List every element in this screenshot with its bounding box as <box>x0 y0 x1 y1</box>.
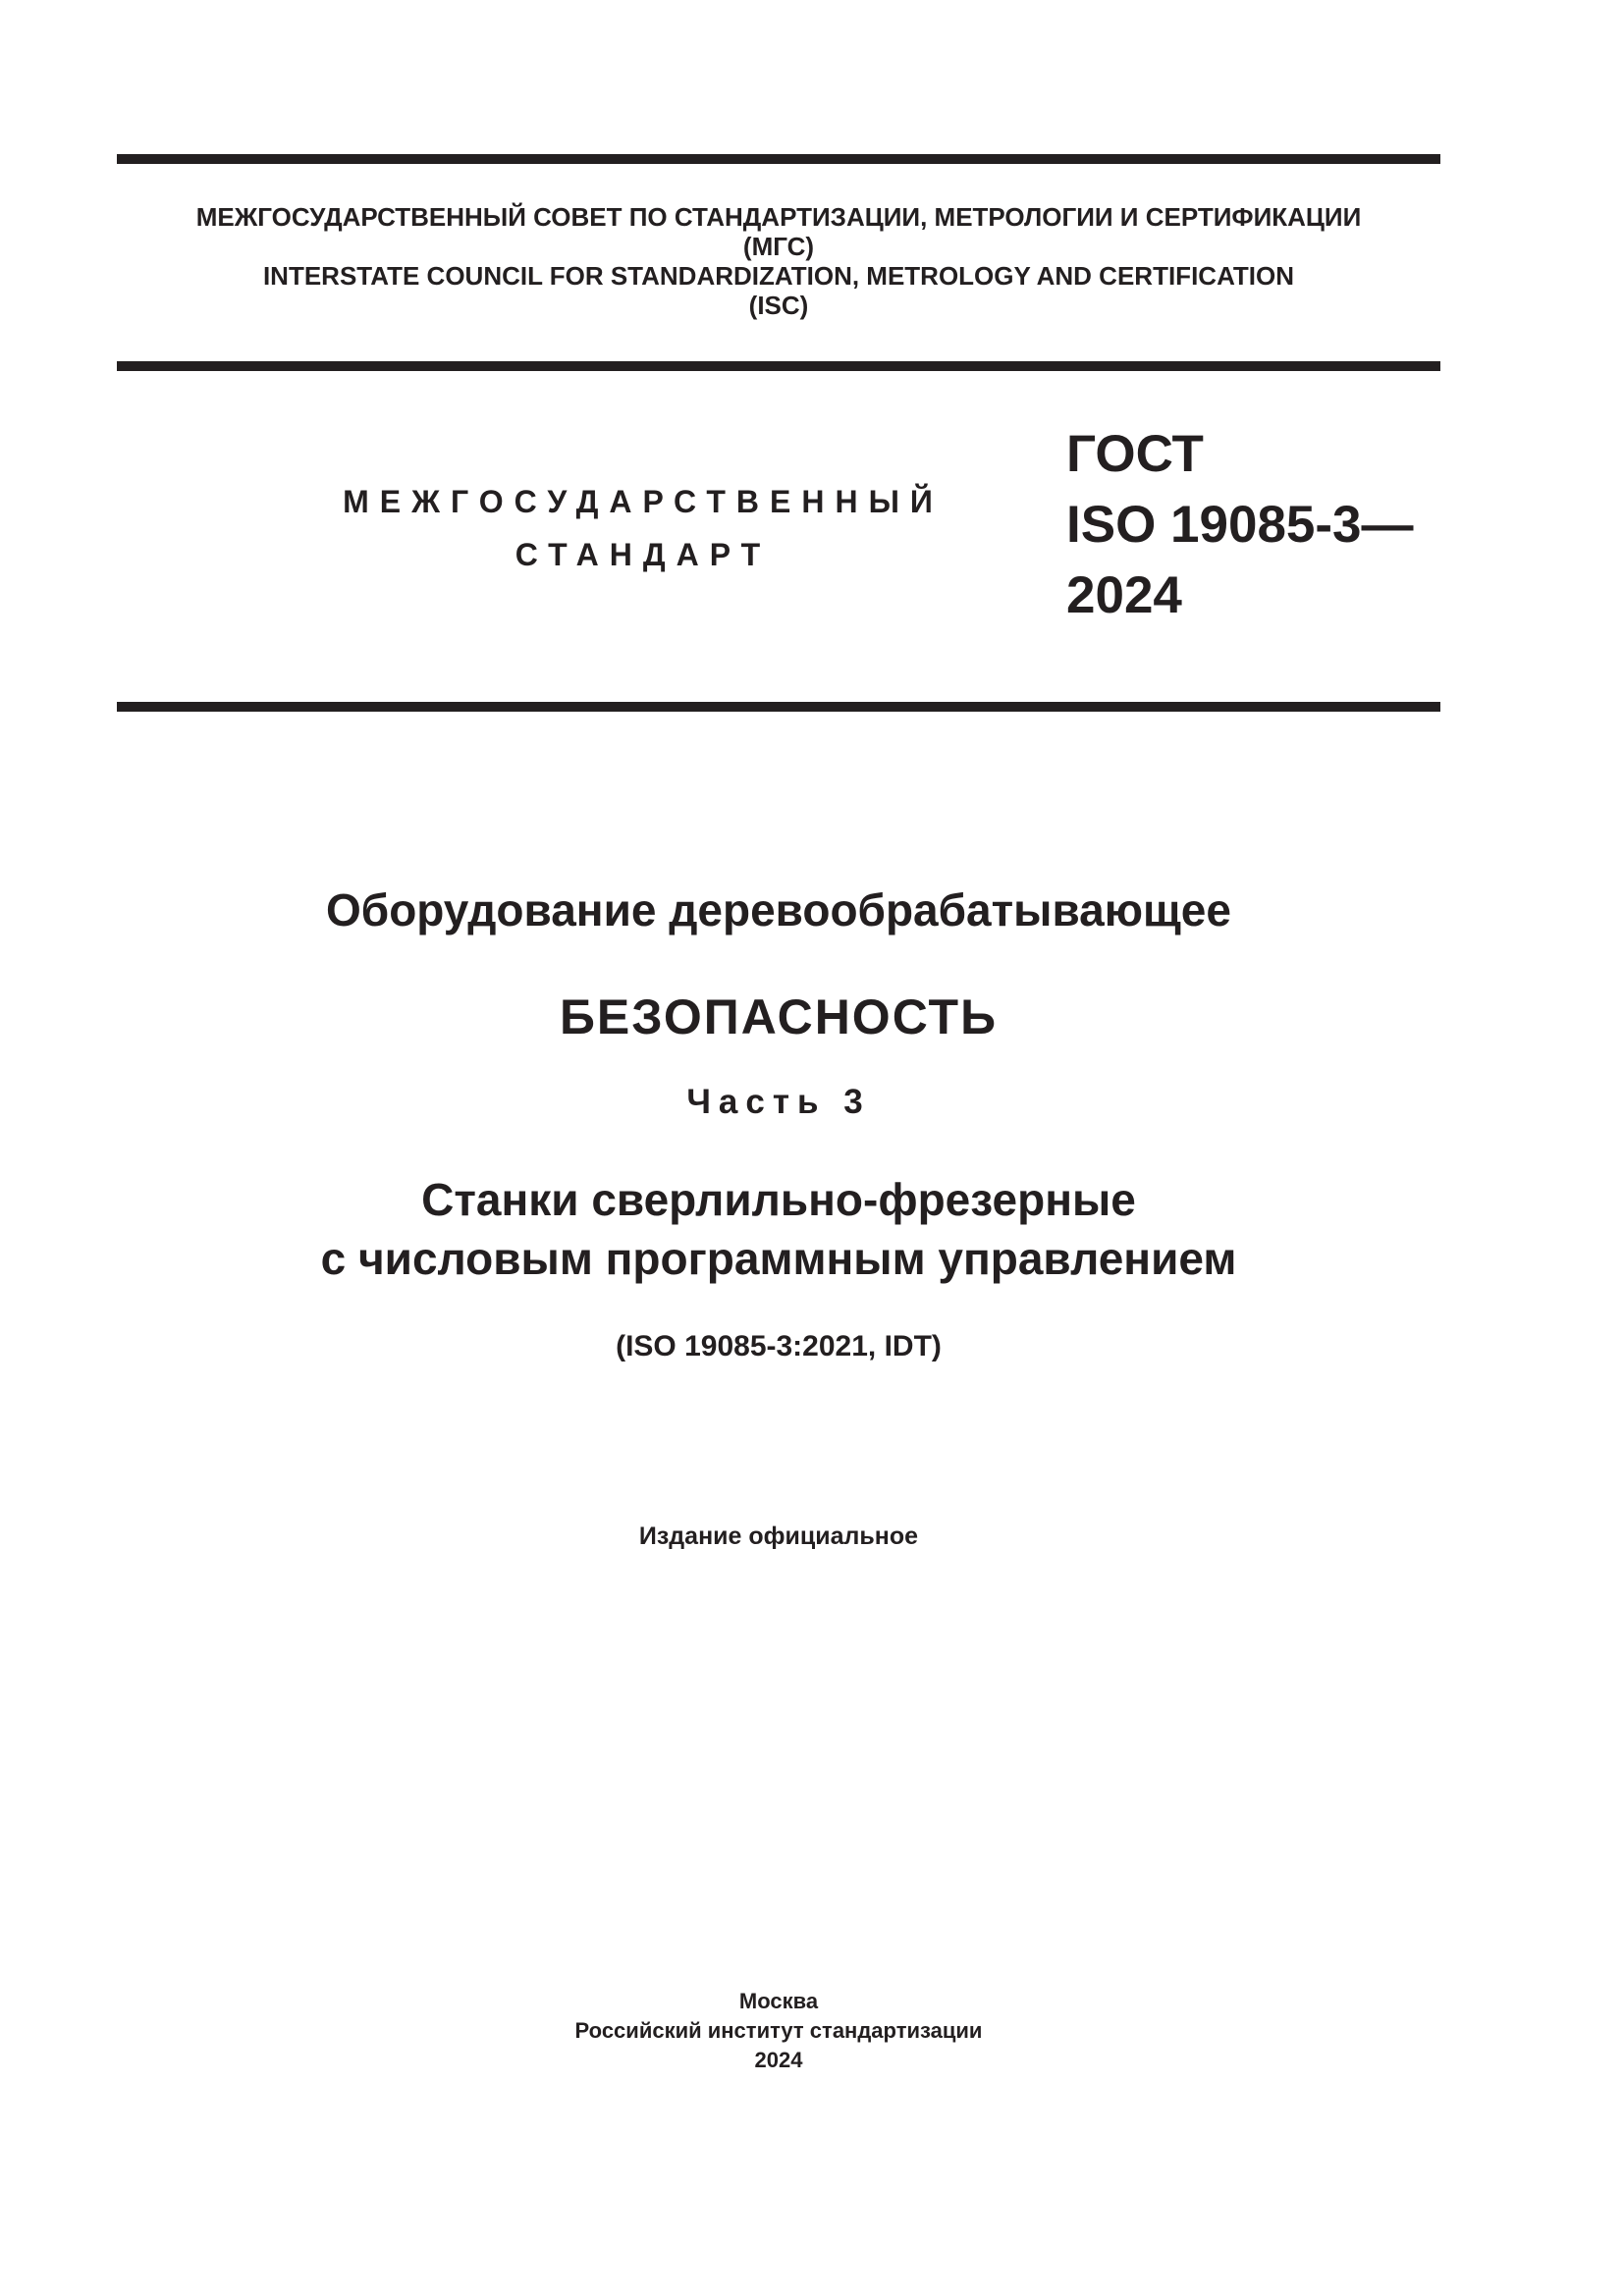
document-title: Оборудование деревообрабатывающее <box>326 884 1231 935</box>
council-header <box>117 202 1440 320</box>
standard-kind-line1: МЕЖГОСУДАРСТВЕННЫЙ <box>343 484 944 519</box>
subtitle-line2: с числовым программным управлением <box>320 1233 1237 1284</box>
imprint-city: Москва <box>738 1989 819 2013</box>
imprint-year: 2024 <box>754 2048 803 2072</box>
standard-kind <box>324 475 962 581</box>
council-abbr-ru: (МГС) <box>742 232 815 261</box>
header-rule <box>117 361 1440 371</box>
iso-reference: (ISO 19085-3:2021, IDT) <box>616 1330 942 1362</box>
standard-designation <box>1066 419 1414 631</box>
standard-kind-line2: СТАНДАРТ <box>514 537 772 572</box>
designation-rule <box>117 702 1440 712</box>
designation-line3: 2024 <box>1066 566 1182 624</box>
council-name-ru: МЕЖГОСУДАРСТВЕННЫЙ СОВЕТ ПО СТАНДАРТИЗАЦИИ, МЕТРОЛОГИИ И СЕРТИФИКАЦИИ <box>195 202 1362 232</box>
imprint <box>117 1987 1440 2075</box>
subtitle-line1: Станки сверлильно-фрезерные <box>421 1174 1136 1225</box>
document-subject: БЕЗОПАСНОСТЬ <box>559 989 999 1044</box>
top-rule <box>117 154 1440 164</box>
designation-line2: ISO 19085-3— <box>1066 496 1414 554</box>
council-name-en: INTERSTATE COUNCIL FOR STANDARDIZATION, METROLOGY AND CERTIFICATION <box>262 261 1295 291</box>
imprint-publisher: Российский институт стандартизации <box>574 2018 983 2043</box>
designation-line1: ГОСТ <box>1066 425 1204 483</box>
edition-note: Издание официальное <box>638 1522 919 1550</box>
council-abbr-en: (ISC) <box>748 291 809 320</box>
document-subtitle <box>117 1170 1440 1288</box>
document-part: Часть 3 <box>686 1083 871 1121</box>
